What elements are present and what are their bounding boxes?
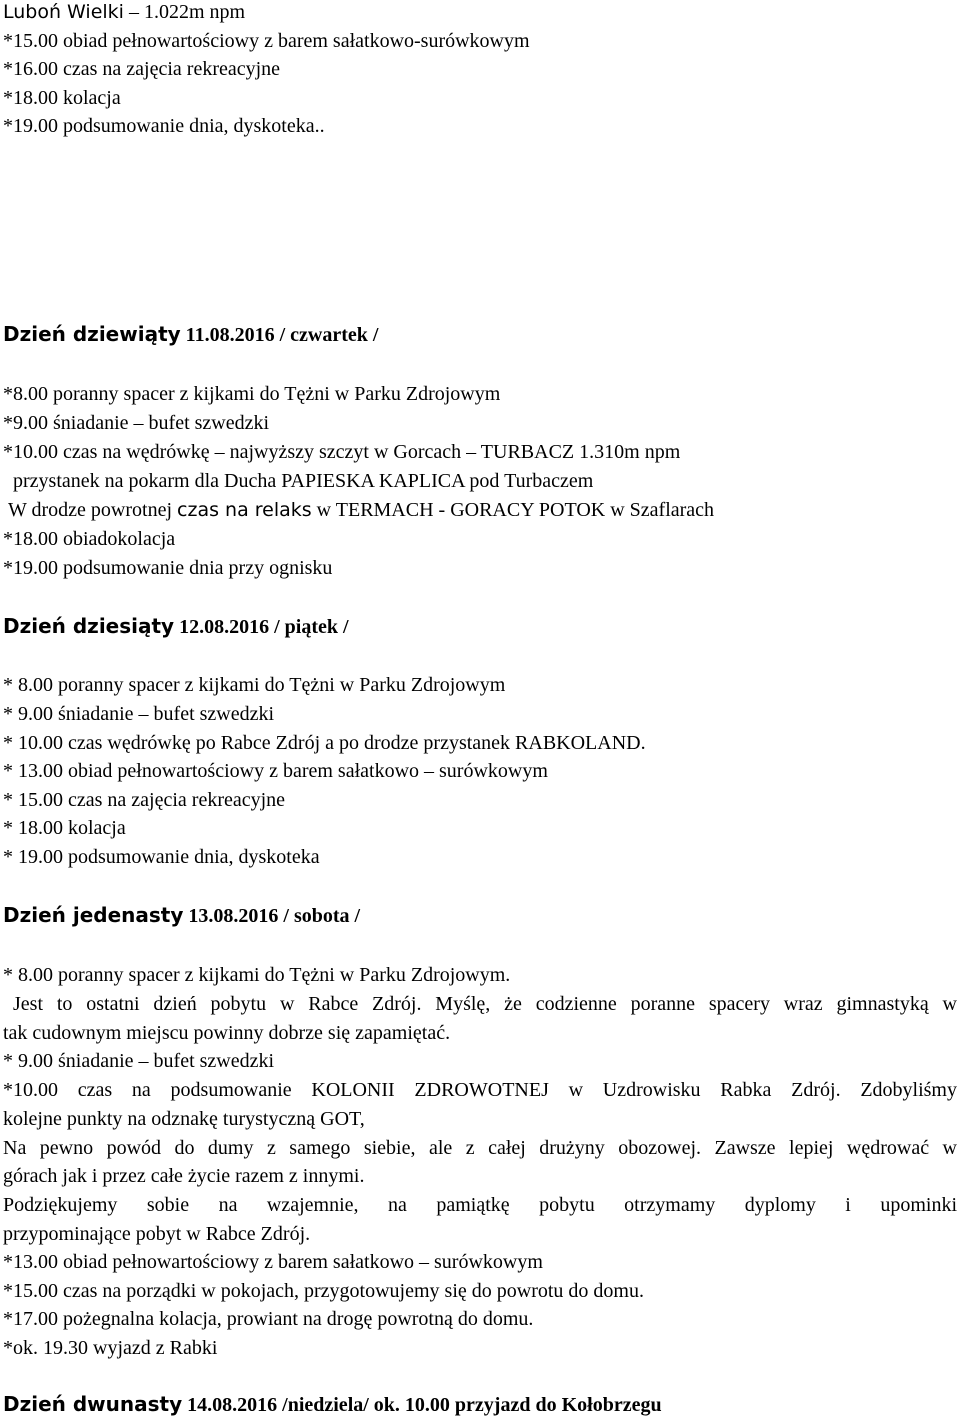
- block0-line-3: *18.00 kolacja: [3, 87, 121, 109]
- day10-line-3: * 10.00 czas wędrówkę po Rabce Zdrój a po drodze przystanek RABKOLAND.: [3, 732, 646, 754]
- day11-para-4-line-b: przypominające pobyt w Rabce Zdrój.: [3, 1223, 311, 1245]
- day11-para-3-line-a: Na pewno powód do dumy z samego siebie, ale z całej drużyny obozowej. Zawsze lepiej wędrować w: [3, 1137, 957, 1159]
- day9-line-5a: W drodze powrotnej: [8, 499, 178, 521]
- day10-line-4: * 13.00 obiad pełnowartościowy z barem sałatkowo – surówkowym: [3, 760, 548, 782]
- block0-title: [3, 0, 245, 24]
- day9-line-4: przystanek na pokarm dla Ducha PAPIESKA KAPLICA pod Turbaczem: [13, 470, 594, 492]
- day9-heading-label: Dzień dziewiąty: [3, 322, 181, 346]
- day10-line-7: * 19.00 podsumowanie dnia, dyskoteka: [3, 846, 320, 868]
- day9-line-1: *8.00 poranny spacer z kijkami do Tężni w Parku Zdrojowym: [3, 383, 501, 405]
- day10-line-1: * 8.00 poranny spacer z kijkami do Tężni w Parku Zdrojowym: [3, 674, 506, 696]
- day11-heading: [3, 903, 360, 928]
- day11-line-2: * 9.00 śniadanie – bufet szwedzki: [3, 1050, 275, 1072]
- day12-heading-date: 14.08.2016 /niedziela/ ok. 10.00 przyjazd do Kołobrzegu: [182, 1394, 662, 1416]
- day12-heading-label: Dzień dwunasty: [3, 1392, 183, 1416]
- day9-line-2: *9.00 śniadanie – bufet szwedzki: [3, 412, 270, 434]
- day9-line-5c: w TERMACH - GORACY POTOK w Szaflarach: [311, 499, 715, 521]
- day11-para-2-line-a: *10.00 czas na podsumowanie KOLONII ZDROWOTNEJ w Uzdrowisku Rabka Zdrój. Zdobyliśmy: [3, 1079, 957, 1101]
- day11-line-1: * 8.00 poranny spacer z kijkami do Tężni w Parku Zdrojowym.: [3, 964, 511, 986]
- day10-line-5: * 15.00 czas na zajęcia rekreacyjne: [3, 789, 286, 811]
- day9-line-6: *18.00 obiadokolacja: [3, 528, 176, 550]
- day9-line-5b: czas na relaks: [177, 499, 312, 521]
- day9-line-3: *10.00 czas na wędrówkę – najwyższy szczyt w Gorcach – TURBACZ 1.310m npm: [3, 441, 681, 463]
- day9-line-5: [8, 498, 714, 522]
- day11-line-5: *17.00 pożegnalna kolacja, prowiant na drogę powrotną do domu.: [3, 1308, 534, 1330]
- block0-line-1: *15.00 obiad pełnowartościowy z barem sałatkowo-surówkowym: [3, 30, 530, 52]
- day12-heading: [3, 1392, 662, 1417]
- day11-para-4-line-a: Podziękujemy sobie na wzajemnie, na pamiątkę pobytu otrzymamy dyplomy i upominki: [3, 1194, 957, 1216]
- day11-line-4: *15.00 czas na porządki w pokojach, przygotowujemy się do powrotu do domu.: [3, 1280, 644, 1302]
- block0-line-4: *19.00 podsumowanie dnia, dyskoteka..: [3, 115, 325, 137]
- day11-para-2-line-b: kolejne punkty na odznakę turystyczną GOT,: [3, 1108, 365, 1130]
- day9-heading: [3, 322, 378, 347]
- day10-heading: [3, 614, 349, 639]
- block0-title-rest: – 1.022m npm: [123, 1, 246, 23]
- day11-heading-label: Dzień jedenasty: [3, 903, 184, 927]
- day11-para-1-line-a: Jest to ostatni dzień pobytu w Rabce Zdrój. Myślę, że codzienne poranne spacery wraz gimnastyką w: [13, 993, 957, 1015]
- day11-para-1-line-b: tak cudownym miejscu powinny dobrze się zapamiętać.: [3, 1022, 451, 1044]
- day11-heading-date: 13.08.2016 / sobota /: [183, 905, 361, 927]
- day10-heading-date: 12.08.2016 / piątek /: [174, 616, 349, 638]
- day9-line-7: *19.00 podsumowanie dnia przy ognisku: [3, 557, 333, 579]
- day10-line-6: * 18.00 kolacja: [3, 817, 126, 839]
- day10-heading-label: Dzień dziesiąty: [3, 614, 175, 638]
- block0-line-2: *16.00 czas na zajęcia rekreacyjne: [3, 58, 281, 80]
- day11-para-3-line-b: górach jak i przez całe życie razem z innymi.: [3, 1165, 365, 1187]
- day11-line-6: *ok. 19.30 wyjazd z Rabki: [3, 1337, 218, 1359]
- block0-title-name: Luboń Wielki: [3, 1, 124, 23]
- day10-line-2: * 9.00 śniadanie – bufet szwedzki: [3, 703, 275, 725]
- day9-heading-date: 11.08.2016 / czwartek /: [180, 324, 379, 346]
- day11-line-3: *13.00 obiad pełnowartościowy z barem sałatkowo – surówkowym: [3, 1251, 543, 1273]
